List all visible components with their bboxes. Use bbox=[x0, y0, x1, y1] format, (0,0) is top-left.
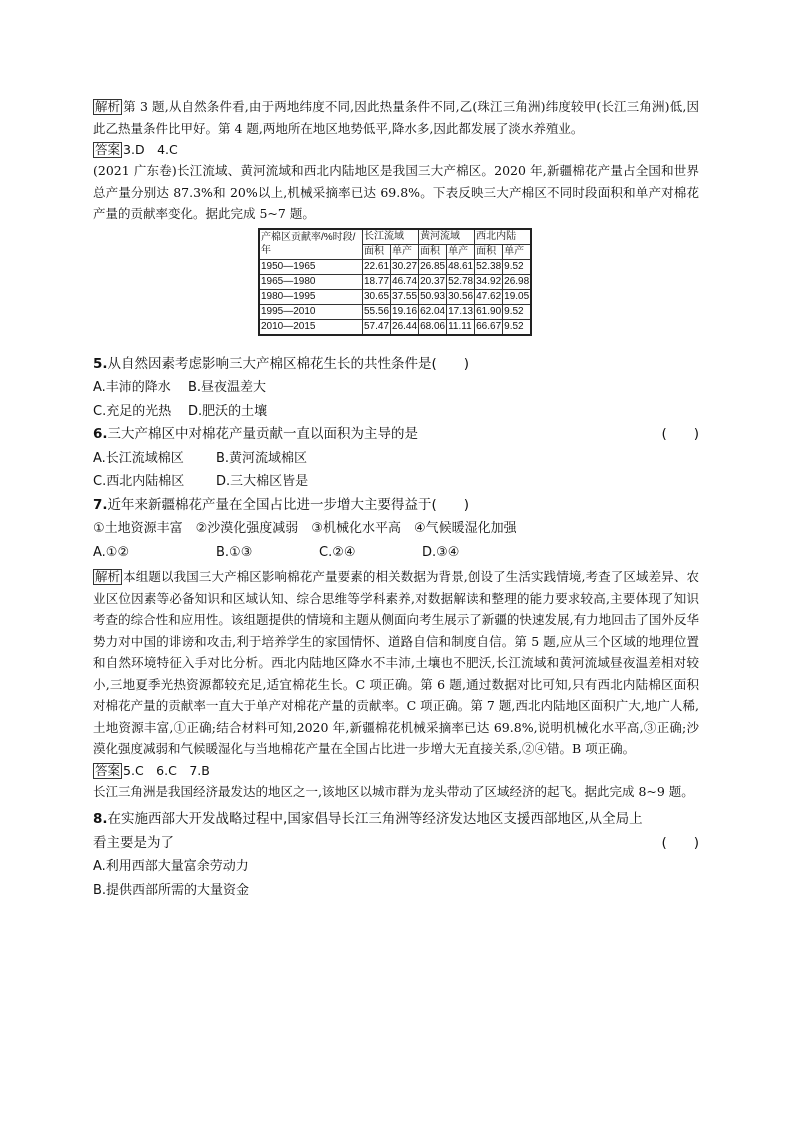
question-7-items: ①土地资源丰富 ②沙漠化强度减弱 ③机械化水平高 ④气候暖湿化加强 bbox=[93, 521, 517, 536]
sub-header: 面积 bbox=[419, 244, 447, 259]
table-cell: 50.93 bbox=[419, 289, 447, 304]
answer-blank: ( ) bbox=[661, 834, 699, 851]
answer-tag: 答案 bbox=[95, 142, 121, 157]
table-cell: 22.61 bbox=[363, 259, 391, 274]
table-cell: 68.06 bbox=[419, 319, 447, 335]
question-5 bbox=[93, 353, 699, 377]
answer-text: 3.D 4.C bbox=[123, 142, 178, 157]
option-d[interactable]: D.肥沃的土壤 bbox=[188, 403, 268, 419]
analysis-tag: 解析 bbox=[95, 99, 121, 114]
analysis-text: 本组题以我国三大产棉区影响棉花产量要素的相关数据为背景,创设了生活实践情境,考查了区域差异、农业区位因素等必备知识和区域认知、综合思维等学科素养,对数据解读和整理的能力要求较高,主要体现了知识考查的综合性和应用性。该组题提供的情境和主题从侧面向考生展示了新疆的快速发展,有力地回击了国外反华势力对中国的诽谤和攻击,利于培养学生的家国情怀、道路自信和制度自信。第 5 题,应从三个区域的地理位置和自然环境特征入手对比分析。西北内陆地区降水不丰沛,土壤也不肥沃,长江流域和黄河流域昼夜温差相对较小,三地夏季光热资源都较充足,适宜棉花生长。C 项正确。第 6 题,通过数据对比可知,只有西北内陆棉区面积对棉花产量的贡献率一直大于单产对棉花产量的贡献率。C 项正确。第 7 题,西北内陆地区面积广大,地广人稀,土地资源丰富,①正确;结合材料可知,2020 年,新疆棉花机械采摘率已达 69.8%,说明机械化水平高,③正确;沙漠化强度减弱和气候暖湿化与当地棉花产量在全国占比进一步增大无直接关系,②④错。B 项正确。 bbox=[93, 569, 699, 756]
table-cell: 66.67 bbox=[475, 319, 503, 335]
option-a[interactable]: A.长江流域棉区 bbox=[93, 450, 184, 466]
table-cell: 52.78 bbox=[447, 274, 475, 289]
question-7 bbox=[93, 494, 699, 518]
option-c[interactable]: C.②④ bbox=[319, 544, 356, 560]
table-cell: 2010—2015 bbox=[259, 319, 363, 335]
sub-header: 面积 bbox=[363, 244, 391, 259]
question-6-options-row2 bbox=[93, 470, 699, 494]
table-cell: 48.61 bbox=[447, 259, 475, 274]
question-6 bbox=[93, 423, 699, 447]
table-cell: 57.47 bbox=[363, 319, 391, 335]
material-intro: (2021 广东卷)长江流域、黄河流域和西北内陆地区是我国三大产棉区。2020 年,新疆棉花产量占全国和世界总产量分别达 87.3%和 20%以上,机械采摘率已达 69.8%。下表反映三大产棉区不同时段面积和单产对棉花产量的贡献率变化。据此完成 5~7 题。 bbox=[93, 163, 699, 221]
question-5-options-row1 bbox=[93, 376, 699, 400]
analysis-tag: 解析 bbox=[95, 569, 121, 584]
sub-header: 单产 bbox=[503, 244, 532, 259]
question-text: 从自然因素考虑影响三大产棉区棉花生长的共性条件是( ) bbox=[107, 355, 470, 372]
question-text: 在实施西部大开发战略过程中,国家倡导长江三角洲等经济发达地区支援西部地区,从全局上看主要是为了 bbox=[93, 811, 643, 851]
option-c[interactable]: C.充足的光热 bbox=[93, 403, 172, 419]
option-a[interactable]: A.丰沛的降水 bbox=[93, 380, 171, 395]
table-cell: 1965—1980 bbox=[259, 274, 363, 289]
option-c[interactable]: C.西北内陆棉区 bbox=[93, 474, 185, 489]
table-cell: 37.55 bbox=[391, 289, 419, 304]
table-cell: 26.98 bbox=[503, 274, 532, 289]
table-cell: 26.85 bbox=[419, 259, 447, 274]
sub-header: 单产 bbox=[447, 244, 475, 259]
option-b[interactable]: B.①③ bbox=[216, 544, 253, 560]
table-cell: 9.52 bbox=[503, 304, 532, 319]
table-cell: 30.65 bbox=[363, 289, 391, 304]
region-header: 西北内陆 bbox=[475, 229, 532, 245]
table-cell: 1980—1995 bbox=[259, 289, 363, 304]
analysis-text: 第 3 题,从自然条件看,由于两地纬度不同,因此热量条件不同,乙(珠江三角洲)纬度较甲(长江三角洲)低,因此乙热量条件比甲好。第 4 题,两地所在地区地势低平,降水多,因此都发展了淡水养殖业。 bbox=[93, 99, 699, 136]
table-corner-header: 产棉区贡献率/%时段/年 bbox=[259, 229, 363, 260]
table-cell: 46.74 bbox=[391, 274, 419, 289]
answer-5-7 bbox=[93, 760, 699, 781]
material-intro-2: 长江三角洲是我国经济最发达的地区之一,该地区以城市群为龙头带动了区域经济的起飞。据此完成 8~9 题。 bbox=[93, 783, 694, 799]
table-cell: 55.56 bbox=[363, 304, 391, 319]
table-cell: 62.04 bbox=[419, 304, 447, 319]
question-number: 7. bbox=[93, 496, 108, 513]
table-cell: 61.90 bbox=[475, 304, 503, 319]
table-row bbox=[259, 274, 531, 289]
question-text: 三大产棉区中对棉花产量贡献一直以面积为主导的是 bbox=[107, 426, 419, 442]
sub-header: 面积 bbox=[475, 244, 503, 259]
table-cell: 52.38 bbox=[475, 259, 503, 274]
table-row bbox=[259, 259, 531, 274]
table-row bbox=[259, 319, 531, 335]
table-cell: 11.11 bbox=[447, 319, 475, 335]
table-row bbox=[259, 289, 531, 304]
question-5-options-row2 bbox=[93, 400, 699, 424]
option-d[interactable]: D.③④ bbox=[422, 544, 460, 560]
table-cell: 18.77 bbox=[363, 274, 391, 289]
table-cell: 17.13 bbox=[447, 304, 475, 319]
region-header: 黄河流域 bbox=[419, 229, 475, 245]
region-header: 长江流域 bbox=[363, 229, 419, 245]
table-row bbox=[259, 304, 531, 319]
option-b[interactable]: B.黄河流域棉区 bbox=[216, 450, 308, 466]
question-number: 6. bbox=[93, 426, 108, 442]
table-cell: 9.52 bbox=[503, 259, 532, 274]
table-cell: 30.56 bbox=[447, 289, 475, 304]
answer-3-4 bbox=[93, 139, 699, 160]
question-number: 5. bbox=[93, 355, 108, 372]
sub-header: 单产 bbox=[391, 244, 419, 259]
question-number: 8. bbox=[93, 811, 108, 827]
option-b[interactable]: B.昼夜温差大 bbox=[188, 380, 267, 395]
answer-text: 5.C 6.C 7.B bbox=[123, 762, 210, 778]
table-cell: 9.52 bbox=[503, 319, 532, 335]
analysis-3-4 bbox=[93, 96, 699, 139]
table-cell: 20.37 bbox=[419, 274, 447, 289]
table-cell: 19.05 bbox=[503, 289, 532, 304]
table-cell: 26.44 bbox=[391, 319, 419, 335]
table-cell: 1995—2010 bbox=[259, 304, 363, 319]
answer-blank: ( ) bbox=[661, 426, 699, 442]
table-cell: 47.62 bbox=[475, 289, 503, 304]
option-a[interactable]: A.①② bbox=[93, 544, 130, 560]
cotton-contribution-table bbox=[258, 228, 532, 336]
analysis-5-7 bbox=[93, 566, 699, 760]
answer-tag: 答案 bbox=[95, 762, 121, 778]
question-6-options-row1 bbox=[93, 447, 699, 471]
question-8-option-a[interactable]: A.利用西部大量富余劳动力 bbox=[93, 859, 249, 874]
question-8-option-b[interactable]: B.提供西部所需的大量资金 bbox=[93, 882, 250, 898]
table-cell: 1950—1965 bbox=[259, 259, 363, 274]
question-8 bbox=[93, 808, 699, 855]
table-cell: 34.92 bbox=[475, 274, 503, 289]
table-cell: 30.27 bbox=[391, 259, 419, 274]
question-text: 近年来新疆棉花产量在全国占比进一步增大主要得益于( ) bbox=[107, 496, 470, 513]
question-7-options bbox=[93, 541, 699, 565]
table-cell: 19.16 bbox=[391, 304, 419, 319]
document-page bbox=[93, 96, 699, 902]
option-d[interactable]: D.三大棉区皆是 bbox=[216, 474, 309, 489]
